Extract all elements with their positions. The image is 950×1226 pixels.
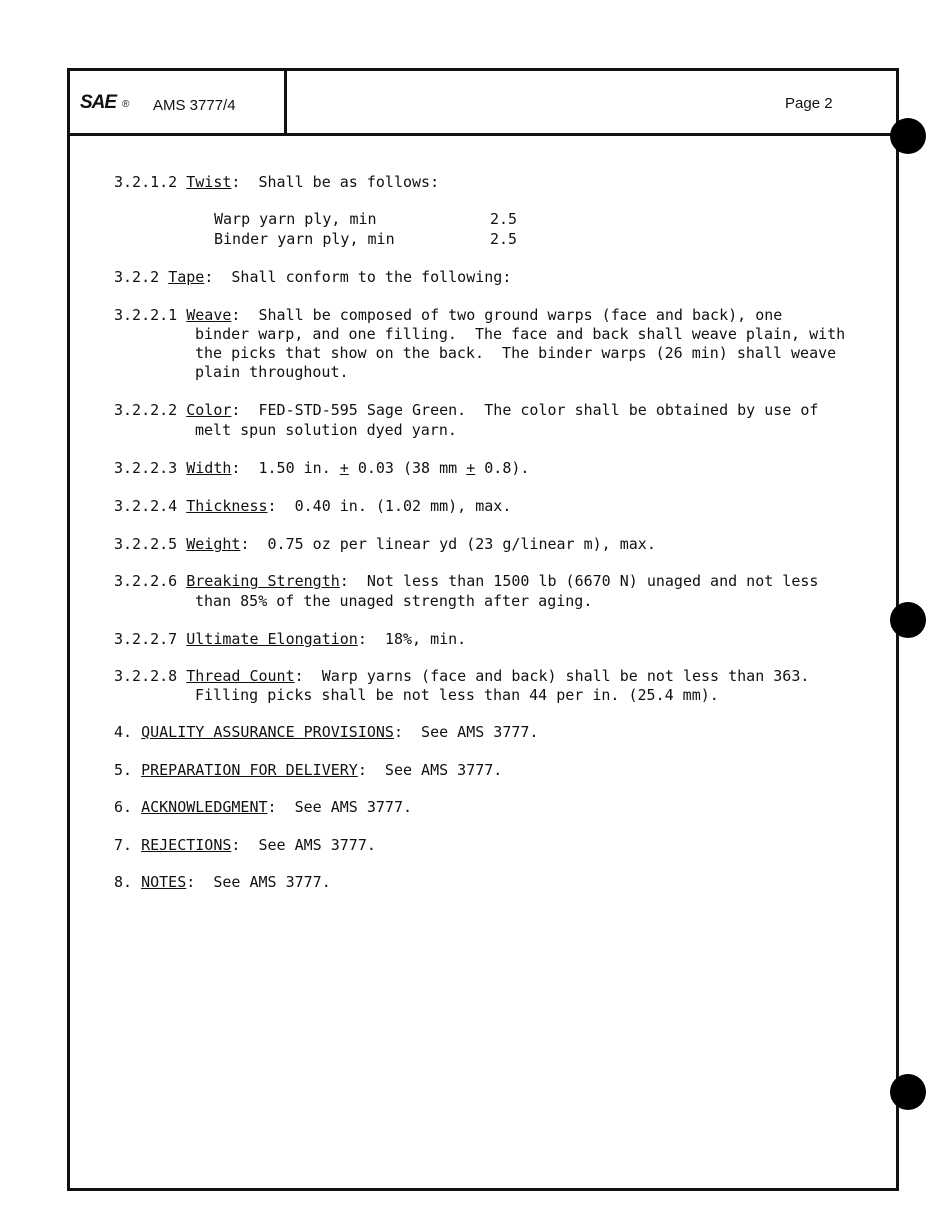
section-heading: REJECTIONS: [141, 836, 232, 854]
section-3-2-2: [114, 268, 511, 287]
section-text: : FED-STD-595 Sage Green. The color shall be obtained by use of: [231, 401, 819, 419]
section-number: 3.2.2.2: [114, 401, 178, 419]
section-heading: Twist: [186, 173, 232, 191]
section-4: [114, 723, 538, 742]
section-heading: Weave: [186, 306, 232, 324]
section-number: 3.2.2.5: [114, 535, 178, 553]
section-text: : 0.75 oz per linear yd (23 g/linear m), max.: [240, 535, 656, 553]
twist-row-label: Binder yarn ply, min: [214, 230, 395, 248]
section-3-2-2-4: [114, 497, 511, 516]
section-text: 0.03 (38 mm: [348, 459, 467, 477]
section-3-2-2-3: [114, 459, 529, 478]
section-text: : Shall be as follows:: [231, 173, 440, 191]
section-number: 7.: [114, 836, 133, 854]
section-text: : 18%, min.: [357, 630, 467, 648]
section-3-2-2-8: [114, 667, 809, 686]
section-number: 8.: [114, 873, 133, 891]
section-number: 3.2.2.7: [114, 630, 178, 648]
section-continuation: melt spun solution dyed yarn.: [195, 421, 457, 439]
section-3-2-2-6: [114, 572, 818, 591]
sae-logo: SAE: [80, 92, 117, 113]
twist-row-binder: [214, 230, 395, 249]
section-text: : 0.40 in. (1.02 mm), max.: [267, 497, 512, 515]
section-text: 0.8).: [475, 459, 530, 477]
section-heading: Thread Count: [186, 667, 295, 685]
twist-row-warp: [214, 210, 377, 229]
section-6: [114, 798, 412, 817]
section-3-2-1-2: [114, 173, 439, 192]
section-text: : See AMS 3777.: [231, 836, 376, 854]
section-heading: Tape: [168, 268, 205, 286]
section-number: 3.2.2: [114, 268, 160, 286]
section-number: 4.: [114, 723, 133, 741]
section-number: 3.2.2.8: [114, 667, 178, 685]
section-heading: Ultimate Elongation: [186, 630, 358, 648]
section-continuation: binder warp, and one filling. The face and back shall weave plain, with: [195, 325, 846, 343]
twist-row-binder-value: 2.5: [490, 230, 518, 248]
section-number: 3.2.2.1: [114, 306, 178, 324]
section-text: : Not less than 1500 lb (6670 N) unaged and not less: [339, 572, 819, 590]
section-number: 3.2.2.4: [114, 497, 178, 515]
punch-hole-bottom: [890, 1074, 926, 1110]
section-8: [114, 873, 331, 892]
section-text: : See AMS 3777.: [267, 798, 413, 816]
section-text: : See AMS 3777.: [357, 761, 503, 779]
section-text: : See AMS 3777.: [393, 723, 539, 741]
section-text: : Shall be composed of two ground warps (face and back), one: [231, 306, 783, 324]
plus-minus-sign: +: [339, 459, 349, 477]
section-continuation: plain throughout.: [195, 363, 349, 381]
section-heading: ACKNOWLEDGMENT: [141, 798, 268, 816]
page-header: [70, 71, 896, 136]
section-number: 5.: [114, 761, 133, 779]
section-3-2-2-7: [114, 630, 466, 649]
twist-row-warp-value: 2.5: [490, 210, 518, 228]
section-heading: PREPARATION FOR DELIVERY: [141, 761, 358, 779]
section-5: [114, 761, 502, 780]
page-number: Page 2: [785, 95, 833, 112]
section-3-2-2-5: [114, 535, 656, 554]
document-number: AMS 3777/4: [153, 97, 236, 114]
section-number: 3.2.2.6: [114, 572, 178, 590]
section-text: : See AMS 3777.: [186, 873, 331, 891]
section-continuation: than 85% of the unaged strength after aging.: [195, 592, 593, 610]
section-number: 3.2.2.3: [114, 459, 178, 477]
punch-hole-top: [890, 118, 926, 154]
section-text: : 1.50 in.: [231, 459, 340, 477]
section-continuation: the picks that show on the back. The binder warps (26 min) shall weave: [195, 344, 837, 362]
section-text: : Warp yarns (face and back) shall be not less than 363.: [294, 667, 810, 685]
punch-hole-middle: [890, 602, 926, 638]
section-number: 6.: [114, 798, 133, 816]
section-heading: Thickness: [186, 497, 268, 515]
section-continuation: Filling picks shall be not less than 44 per in. (25.4 mm).: [195, 686, 719, 704]
section-text: : Shall conform to the following:: [204, 268, 512, 286]
twist-row-label: Warp yarn ply, min: [214, 210, 377, 228]
section-3-2-2-2: [114, 401, 818, 420]
section-heading: Width: [186, 459, 232, 477]
plus-minus-sign: +: [466, 459, 476, 477]
section-heading: Weight: [186, 535, 241, 553]
section-heading: NOTES: [141, 873, 187, 891]
registered-mark: ®: [122, 99, 130, 110]
section-heading: Color: [186, 401, 232, 419]
header-doc-id-cell: [70, 71, 287, 133]
section-heading: Breaking Strength: [186, 572, 340, 590]
section-7: [114, 836, 376, 855]
section-heading: QUALITY ASSURANCE PROVISIONS: [141, 723, 394, 741]
section-3-2-2-1: [114, 306, 782, 325]
section-number: 3.2.1.2: [114, 173, 178, 191]
